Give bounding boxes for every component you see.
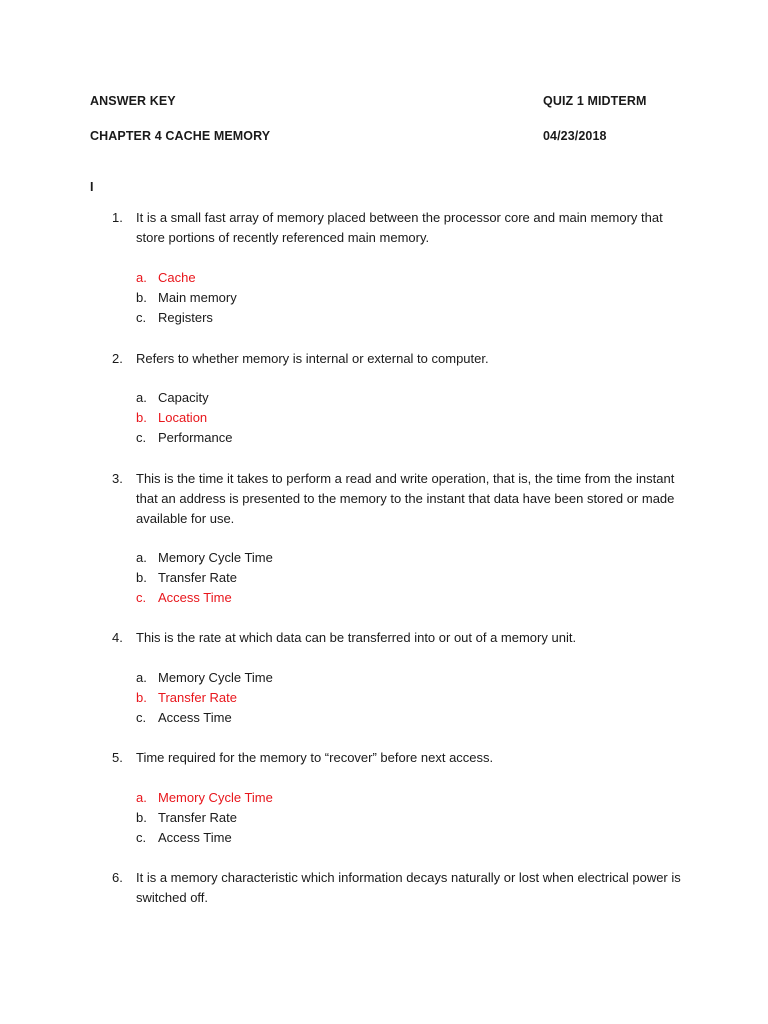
question-number: 3. — [112, 471, 123, 486]
question-text: Time required for the memory to “recover” before next access. — [136, 750, 494, 765]
question-number: 6. — [112, 870, 123, 885]
question-3 — [112, 469, 682, 529]
question-4 — [112, 628, 682, 648]
answer-key-label: ANSWER KEY — [90, 94, 176, 108]
section-label: I — [90, 180, 94, 194]
question-4-options — [136, 668, 273, 728]
option-a: a. Memory Cycle Time — [136, 790, 273, 805]
quiz-title: QUIZ 1 MIDTERM — [543, 94, 647, 108]
option-b: b. Location — [136, 410, 208, 425]
option-c: c. Performance — [136, 430, 233, 445]
option-b: b. Transfer Rate — [136, 810, 237, 825]
question-number: 1. — [112, 210, 123, 225]
quiz-date: 04/23/2018 — [543, 129, 607, 143]
question-text: This is the rate at which data can be transferred into or out of a memory unit. — [136, 630, 577, 645]
question-text: This is the time it takes to perform a read and write operation, that is, the time from the instant that an address is presented to the memory to the instant that data have been stored or made available for use. — [136, 471, 675, 526]
option-c: c. Access Time — [136, 590, 232, 605]
option-a: a. Capacity — [136, 390, 209, 405]
option-a: a. Memory Cycle Time — [136, 670, 273, 685]
question-number: 2. — [112, 351, 123, 366]
option-c: c. Access Time — [136, 710, 232, 725]
question-6 — [112, 868, 682, 908]
question-text: It is a memory characteristic which information decays naturally or lost when electrical power is switched off. — [136, 870, 681, 905]
option-b: b. Transfer Rate — [136, 570, 237, 585]
option-b: b. Main memory — [136, 290, 237, 305]
option-a: a. Memory Cycle Time — [136, 550, 273, 565]
question-number: 5. — [112, 750, 123, 765]
question-1-options — [136, 268, 237, 328]
question-2-options — [136, 388, 232, 448]
option-c: c. Registers — [136, 310, 213, 325]
chapter-title: CHAPTER 4 CACHE MEMORY — [90, 129, 271, 143]
question-1 — [112, 208, 682, 248]
header-row-1 — [90, 94, 678, 108]
header-row-2 — [90, 129, 678, 143]
question-text: It is a small fast array of memory placed between the processor core and main memory that store portions of recently referenced main memory. — [136, 210, 663, 245]
question-number: 4. — [112, 630, 123, 645]
question-text: Refers to whether memory is internal or external to computer. — [136, 351, 489, 366]
question-5 — [112, 748, 682, 768]
option-c: c. Access Time — [136, 830, 232, 845]
question-5-options — [136, 788, 273, 848]
question-2 — [112, 349, 682, 369]
question-3-options — [136, 548, 273, 608]
option-a: a. Cache — [136, 270, 196, 285]
option-b: b. Transfer Rate — [136, 690, 237, 705]
